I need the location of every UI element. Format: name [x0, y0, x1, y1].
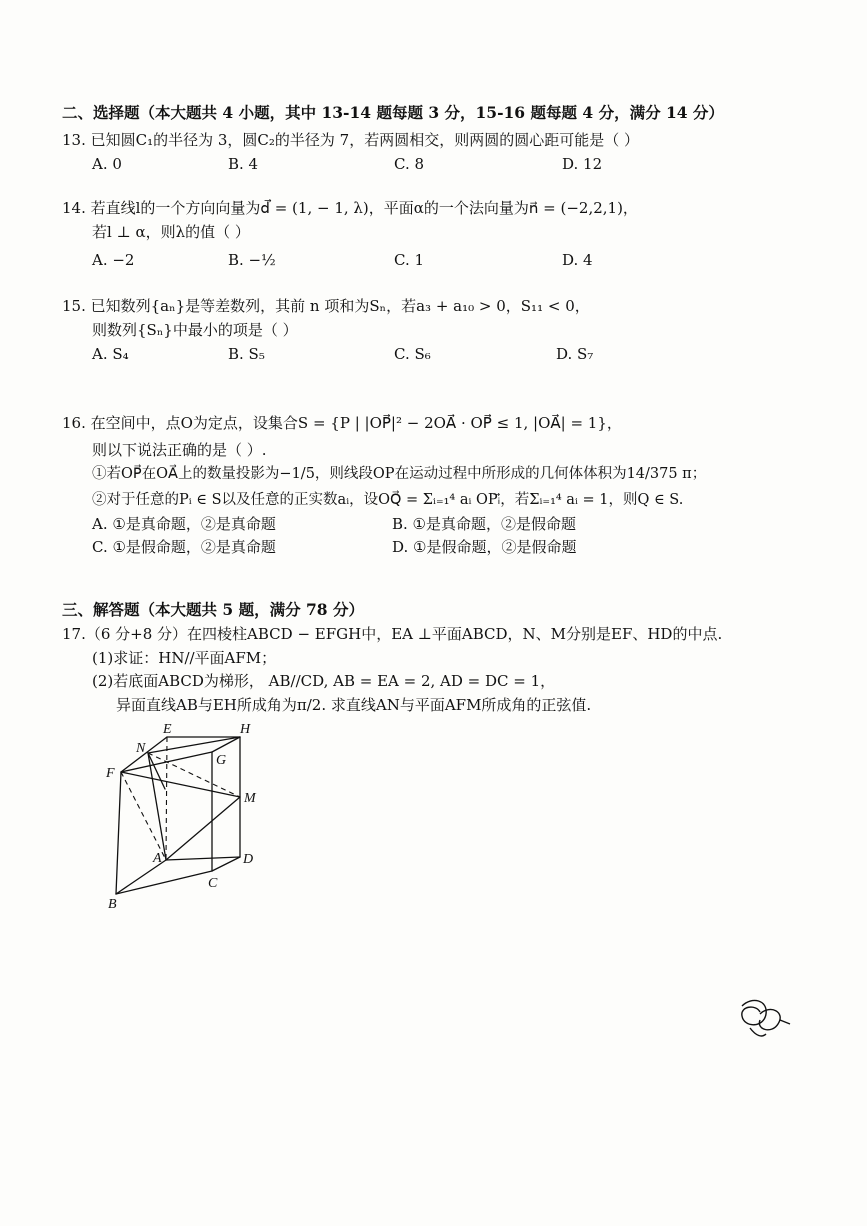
q16-statement-1: ①若OP⃗在OA⃗上的数量投影为−1/5，则线段OP在运动过程中所形成的几何体体积为14/375 π；	[92, 466, 707, 482]
q17-part-2: (2)若底面ABCD为梯形， AB//CD, AB = EA = 2, AD = DC = 1，	[92, 672, 556, 690]
q16-option-a: A. ①是真命题，②是真命题	[92, 515, 276, 533]
edge-FE	[121, 737, 167, 772]
edge-FA	[121, 772, 166, 860]
q14-option-c: C. 1	[394, 251, 425, 269]
q14-option-d: D. 4	[562, 251, 593, 269]
section-3-heading: 三、解答题（本大题共 5 题，满分 78 分）	[62, 600, 364, 619]
q13-option-c: C. 8	[394, 155, 425, 173]
q15-option-d: D. S₇	[556, 345, 594, 363]
label-D: D	[243, 852, 254, 867]
q13-option-a: A. 0	[92, 155, 122, 173]
q15-option-c: C. S₆	[394, 345, 431, 363]
label-C: C	[208, 876, 218, 891]
q13-option-b: B. 4	[228, 155, 259, 173]
section-2-heading: 二、选择题（本大题共 4 小题，其中 13-14 题每题 3 分，15-16 题每题 4 分，满分 14 分）	[62, 103, 724, 122]
q15-stem-2: 则数列{Sₙ}中最小的项是（ ）	[92, 321, 298, 339]
q17-part-1: (1)求证：HN//平面AFM；	[92, 649, 277, 667]
edge-AN	[148, 753, 166, 860]
edge-BC	[116, 871, 212, 894]
label-F: F	[106, 766, 115, 781]
edge-GH	[212, 737, 240, 752]
edge-AB	[116, 860, 166, 894]
q13-option-d: D. 12	[562, 155, 603, 173]
q14-option-a: A. −2	[92, 251, 135, 269]
label-E: E	[163, 722, 172, 737]
label-A: A	[153, 851, 162, 866]
q16-stem-2: 则以下说法正确的是（ ）.	[92, 441, 267, 459]
label-N: N	[136, 741, 146, 756]
edge-FB	[116, 772, 121, 894]
q16-statement-2: ②对于任意的Pᵢ ∈ S以及任意的正实数aᵢ，设OQ⃗ = Σᵢ₌₁⁴ aᵢ OPᵢ⃗，若Σᵢ₌₁⁴ aᵢ = 1，则Q ∈ S.	[92, 492, 684, 508]
label-G: G	[216, 753, 227, 768]
edge-AM	[166, 797, 240, 860]
edge-FM	[121, 772, 240, 797]
q13-stem: 13. 已知圆C₁的半径为 3，圆C₂的半径为 7，若两圆相交，则两圆的圆心距可能是（ ）	[62, 131, 639, 149]
q16-option-c: C. ①是假命题，②是真命题	[92, 538, 276, 556]
q14-option-b: B. −½	[228, 251, 276, 269]
q15-stem: 15. 已知数列{aₙ}是等差数列，其前 n 项和为Sₙ，若a₃ + a₁₀ > 0，S₁₁ < 0，	[62, 297, 590, 315]
page-mark-scribble	[742, 1000, 790, 1036]
edge-NH	[148, 737, 240, 753]
label-H: H	[240, 722, 251, 737]
edge-NG	[148, 753, 165, 789]
q15-option-b: B. S₅	[228, 345, 265, 363]
edge-CD	[212, 857, 240, 871]
label-B: B	[108, 897, 117, 912]
q17-stem: 17.（6 分+8 分）在四棱柱ABCD − EFGH中，EA ⊥平面ABCD，N、M分别是EF、HD的中点.	[62, 625, 723, 643]
q14-stem-2: 若l ⊥ α，则λ的值（ ）	[92, 223, 250, 241]
label-M: M	[244, 791, 256, 806]
q16-option-b: B. ①是真命题，②是假命题	[392, 515, 577, 533]
edge-NM	[148, 753, 240, 797]
q17-part-2-cont: 异面直线AB与EH所成角为π/2. 求直线AN与平面AFM所成角的正弦值.	[116, 696, 592, 714]
edge-FG	[121, 752, 212, 772]
q15-option-a: A. S₄	[92, 345, 129, 363]
edge-EA	[166, 737, 167, 860]
edge-AD	[166, 857, 240, 860]
q16-stem: 16. 在空间中，点O为定点，设集合S = {P | |OP⃗|² − 2OA⃗ · OP⃗ ≤ 1, |OA⃗| = 1}，	[62, 414, 622, 432]
q14-stem: 14. 若直线l的一个方向向量为d⃗ = (1, − 1, λ)，平面α的一个法向量为n⃗ = (−2,2,1)，	[62, 199, 638, 217]
q16-option-d: D. ①是假命题，②是假命题	[392, 538, 577, 556]
